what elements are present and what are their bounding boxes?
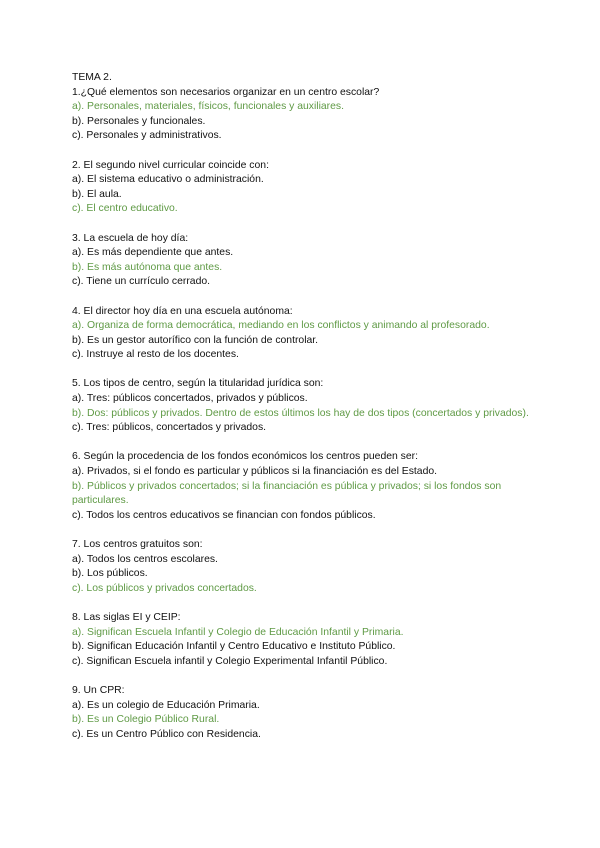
answer-option-correct: a). Personales, materiales, físicos, funcionales y auxiliares. <box>72 101 345 113</box>
answer-option-correct: b). Es más autónoma que antes. <box>72 261 223 273</box>
question-block <box>72 611 532 669</box>
question-block <box>72 305 532 363</box>
answer-option: b). Personales y funcionales. <box>72 115 206 127</box>
question-prompt: 1.¿Qué elementos son necesarios organizar en un centro escolar? <box>72 86 380 98</box>
answer-option-correct: a). Organiza de forma democrática, mediando en los conflictos y animando al profesorado. <box>72 320 490 332</box>
question-prompt: 6. Según la procedencia de los fondos económicos los centros pueden ser: <box>72 451 418 463</box>
question-block <box>72 538 532 596</box>
answer-option: a). Es un colegio de Educación Primaria. <box>72 699 260 711</box>
document-title: TEMA 2. <box>72 72 112 83</box>
answer-option-correct: a). Significan Escuela Infantil y Colegio de Educación Infantil y Primaria. <box>72 626 404 638</box>
question-prompt: 9. Un CPR: <box>72 684 125 696</box>
answer-option-correct: b). Públicos y privados concertados; si la financiación es pública y privados; si los fondos son particulares. <box>72 480 502 507</box>
answer-option: a). El sistema educativo o administración. <box>72 174 264 186</box>
question-prompt: 3. La escuela de hoy día: <box>72 232 189 244</box>
question-prompt: 5. Los tipos de centro, según la titularidad jurídica son: <box>72 378 324 390</box>
answer-option: c). Personales y administrativos. <box>72 130 222 142</box>
answer-option-correct: b). Es un Colegio Público Rural. <box>72 714 220 726</box>
answer-option: b). Significan Educación Infantil y Centro Educativo e Instituto Público. <box>72 641 396 653</box>
question-block <box>72 159 532 217</box>
answer-option: b). Es un gestor autorífico con la función de controlar. <box>72 334 319 346</box>
question-prompt: 8. Las siglas EI y CEIP: <box>72 611 181 623</box>
answer-option: c). Es un Centro Público con Residencia. <box>72 728 261 740</box>
answer-option: c). Todos los centros educativos se financian con fondos públicos. <box>72 509 376 521</box>
answer-option: b). Los públicos. <box>72 568 148 580</box>
question-prompt: 2. El segundo nivel curricular coincide con: <box>72 159 269 171</box>
question-list <box>72 86 532 743</box>
answer-option: c). Instruye al resto de los docentes. <box>72 349 239 361</box>
answer-option: c). Tiene un currículo cerrado. <box>72 276 211 288</box>
question-block <box>72 684 532 742</box>
question-block <box>72 450 532 523</box>
answer-option-correct: c). El centro educativo. <box>72 203 178 215</box>
answer-option: c). Tres: públicos, concertados y privados. <box>72 422 267 434</box>
answer-option-correct: c). Los públicos y privados concertados. <box>72 582 257 594</box>
answer-option: a). Privados, si el fondo es particular y públicos si la financiación es del Estado. <box>72 466 438 478</box>
answer-option: a). Todos los centros escolares. <box>72 553 218 565</box>
question-prompt: 4. El director hoy día en una escuela autónoma: <box>72 305 293 317</box>
answer-option: a). Es más dependiente que antes. <box>72 247 234 259</box>
question-block <box>72 86 532 144</box>
answer-option: c). Significan Escuela infantil y Colegio Experimental Infantil Público. <box>72 655 388 667</box>
answer-option: b). El aula. <box>72 188 122 200</box>
question-block <box>72 232 532 290</box>
document-content <box>72 71 532 757</box>
question-prompt: 7. Los centros gratuitos son: <box>72 539 203 550</box>
answer-option-correct: b). Dos: públicos y privados. Dentro de estos últimos los hay de dos tipos (concertados y privados). <box>72 407 529 419</box>
question-block <box>72 377 532 435</box>
answer-option: a). Tres: públicos concertados, privados y públicos. <box>72 393 308 405</box>
